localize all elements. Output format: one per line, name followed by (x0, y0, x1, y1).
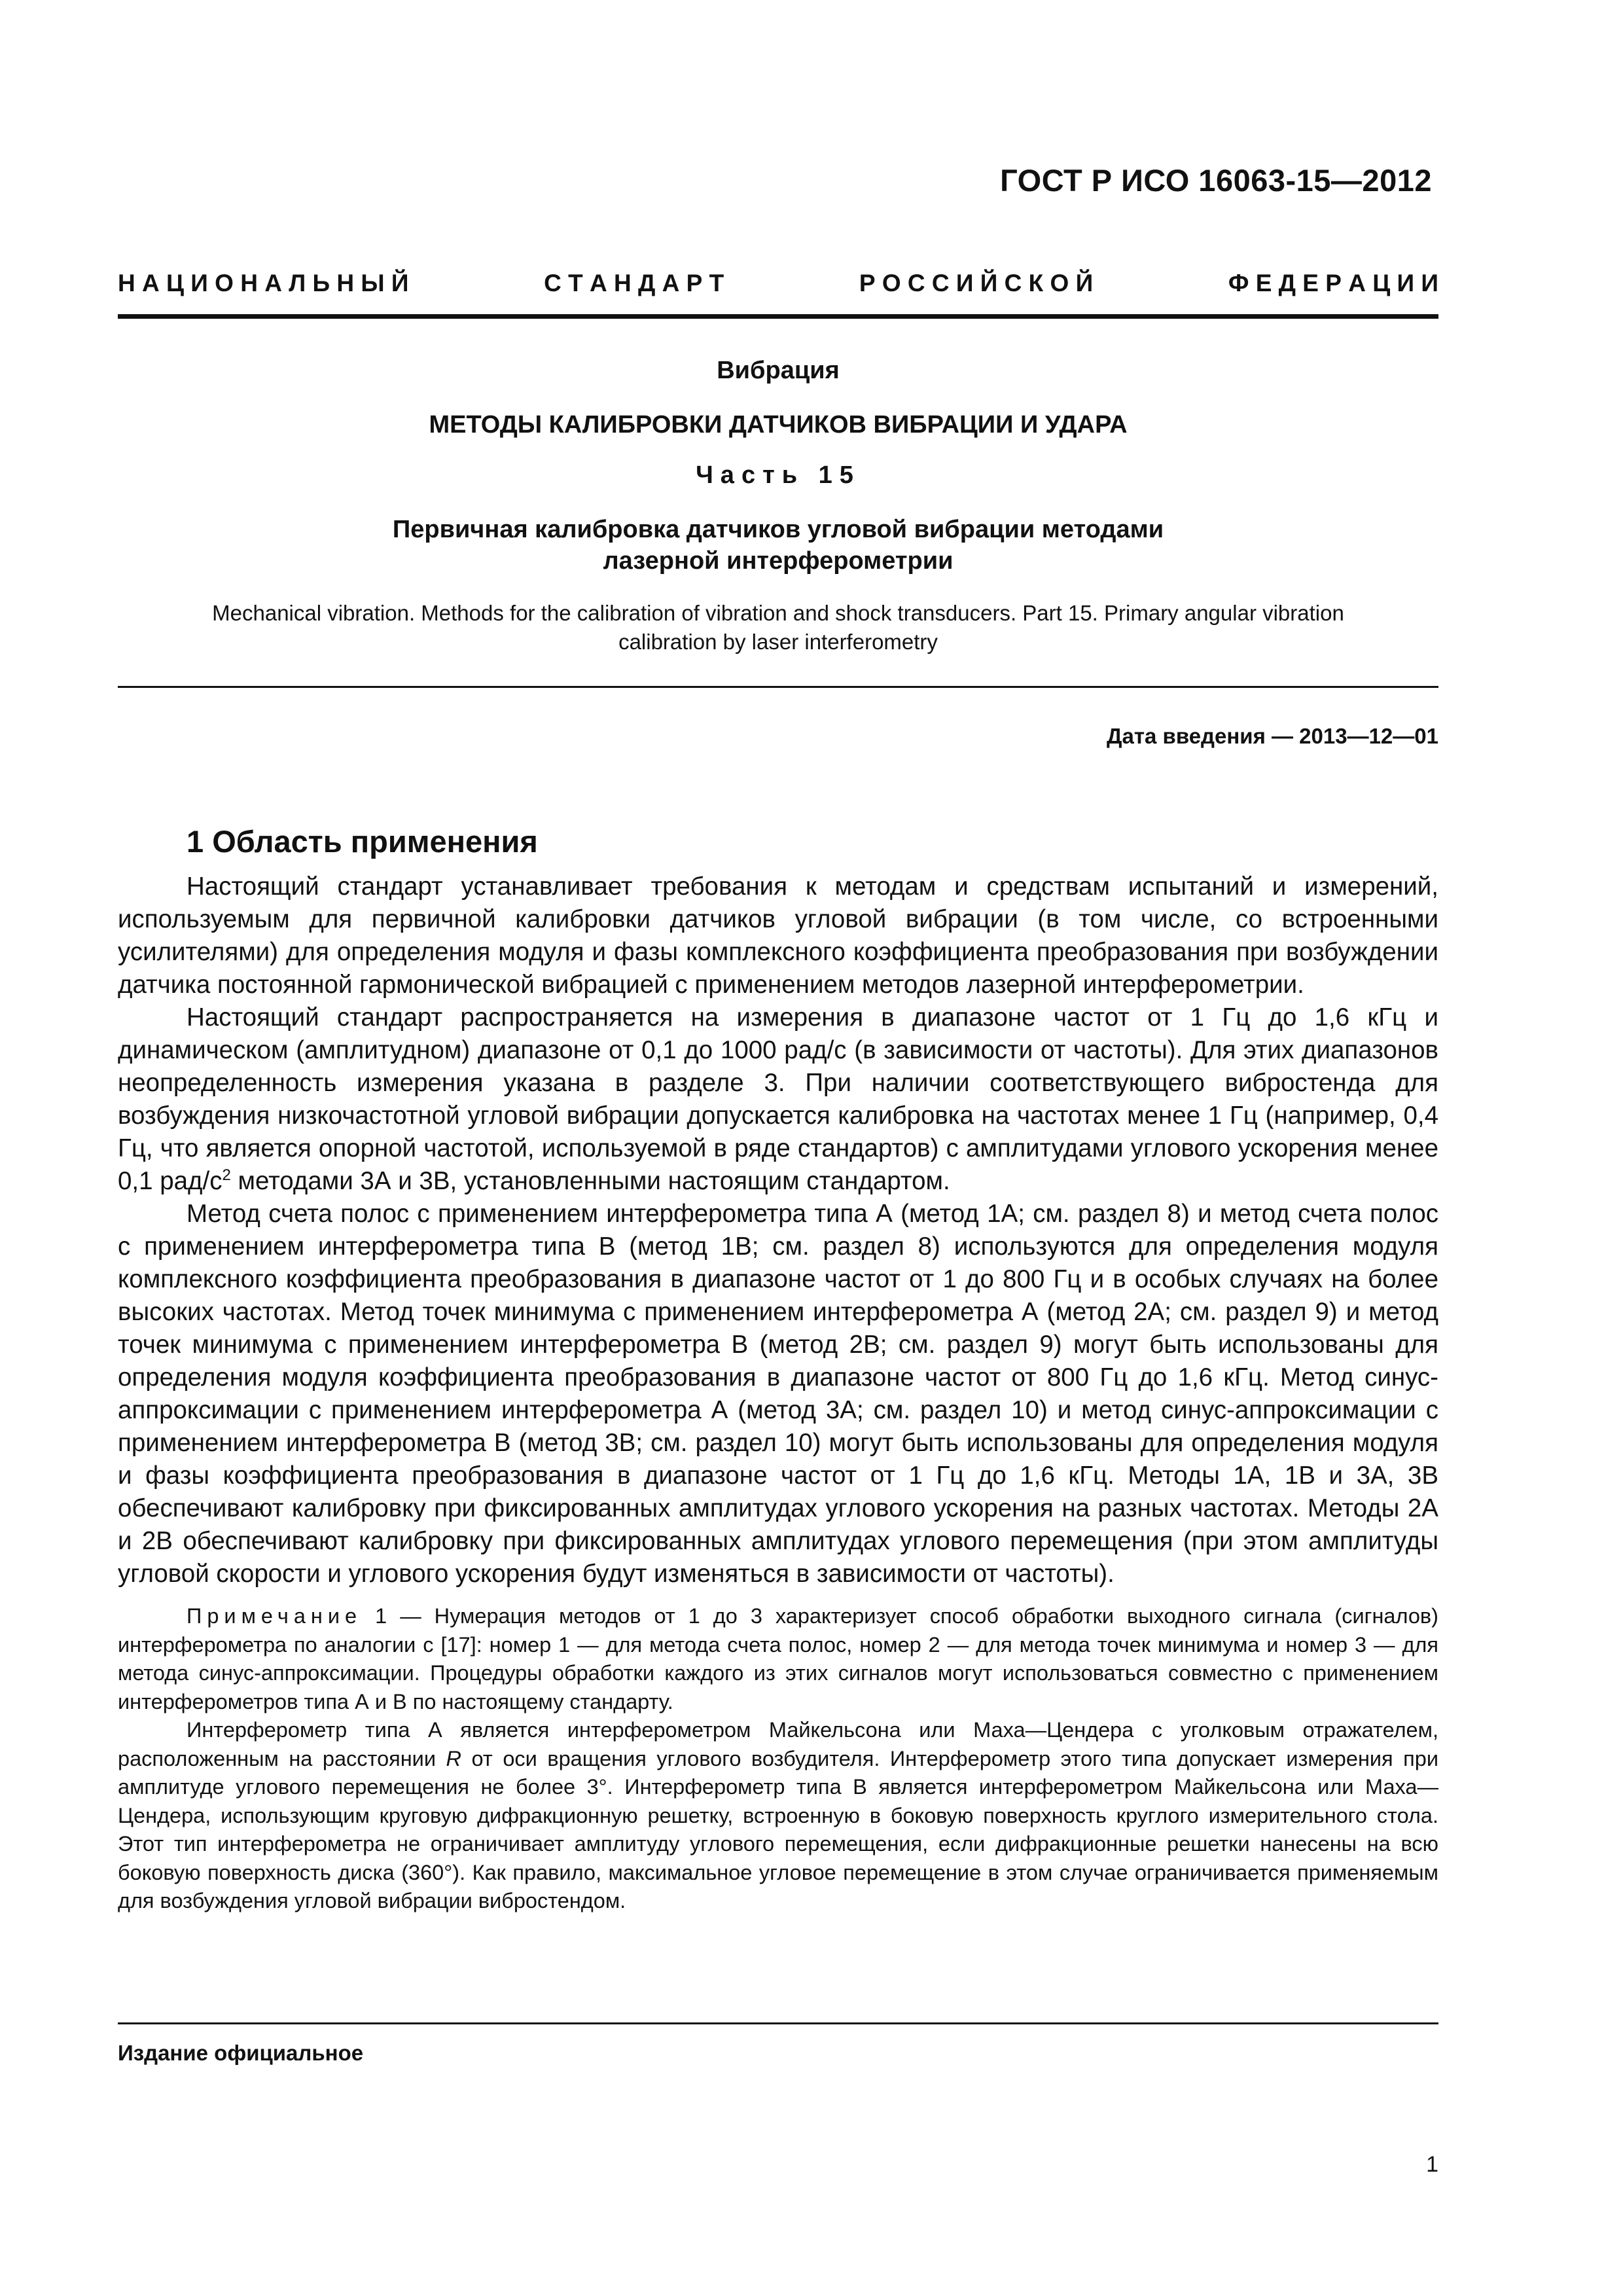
italic-symbol: R (446, 1746, 462, 1770)
english-title-line: Mechanical vibration. Methods for the calibration of vibration and shock transducers. Part 15. Primary angular vibration (212, 601, 1344, 625)
superscript: 2 (222, 1166, 231, 1185)
note-text: от оси вращения углового возбудителя. Интерферометр этого типа допускает измерения при амплитуде углового перемещения не более 3°. Интерферометр типа В является интерферометром Майкельсона или Маха—Цендера, использующим круговую дифракционную решетку, встроенную в боковую поверхность круглого измерительного стола. Этот тип интерферометра не ограничивает амплитуду углового перемещения, если дифракционные решетки нанесены на всю боковую поверхность диска (360°). Как правило, максимальное угловое перемещение в этом случае ограничивается применяемым для возбуждения угловой вибрации вибростендом. (118, 1746, 1438, 1912)
paragraph-text: методами 3А и 3В, установленными настоящим стандартом. (230, 1167, 950, 1195)
banner-word: С Т А Н Д А Р Т (544, 270, 724, 296)
header-divider (118, 314, 1438, 319)
official-edition-label: Издание официальное (118, 2041, 364, 2065)
banner-word: Н А Ц И О Н А Л Ь Н Ы Й (118, 270, 409, 296)
note-text: Интерферометр типа А является интерферометром Майкельсона или Маха—Цендера с уголковым отражателем, расположенным на расстоянии (118, 1718, 1438, 1770)
english-title-line: calibration by laser interferometry (618, 630, 938, 654)
effective-date: Дата введения — 2013—12—01 (1107, 724, 1438, 748)
national-standard-banner (118, 270, 1438, 297)
main-title: МЕТОДЫ КАЛИБРОВКИ ДАТЧИКОВ ВИБРАЦИИ И УДАРА (429, 411, 1128, 439)
footer-divider (118, 2022, 1438, 2024)
note-text: 1 — Нумерация методов от 1 до 3 характеризует способ обработки выходного сигнала (сигналов) интерферометра по аналогии с [17]: номер 1 — для метода счета полос, номер 2 — для метода точек минимума и номер 3 — для метода синус-аппроксимации. Процедуры обработки каждого из этих сигналов могут использоваться совместно с применением интерферометров типа А и В по настоящему стандарту. (118, 1604, 1438, 1713)
page-number: 1 (1426, 2152, 1438, 2177)
topic-title: Вибрация (717, 357, 840, 384)
paragraph (118, 1001, 1438, 1198)
subtitle (118, 514, 1438, 577)
subtitle-line: Первичная калибровка датчиков угловой вибрации методами (392, 516, 1164, 543)
english-title (131, 599, 1425, 656)
subtitle-line: лазерной интерферометрии (603, 547, 954, 575)
note-paragraph (118, 1716, 1438, 1916)
standard-code: ГОСТ Р ИСО 16063-15—2012 (1000, 163, 1432, 198)
note-label: Примечание (187, 1604, 363, 1628)
banner-word: Р О С С И Й С К О Й (859, 270, 1094, 296)
section-body (118, 870, 1438, 1916)
paragraph-text: Настоящий стандарт распространяется на измерения в диапазоне частот от 1 Гц до 1,6 кГц и динамическом (амплитудном) диапазоне от 0,1 до 1000 рад/с (в зависимости от частоты). Для этих диапазонов неопределенность измерения указана в разделе 3. При наличии соответствующего вибростенда для возбуждения низкочастотной угловой вибрации допускается калибровка на частотах менее 1 Гц (например, 0,4 Гц, что является опорной частотой, используемой в ряде стандартов) с амплитудами углового ускорения менее 0,1 рад/с (118, 1003, 1438, 1195)
paragraph: Метод счета полос с применением интерферометра типа А (метод 1А; см. раздел 8) и метод счета полос с применением интерферометра типа В (метод 1В; см. раздел 8) используются для определения модуля комплексного коэффициента преобразования в диапазоне частот от 1 до 800 Гц и в особых случаях на более высоких частотах. Метод точек минимума с применением интерферометра А (метод 2А; см. раздел 9) и метод точек минимума с применением интерферометра В (метод 2В; см. раздел 9) могут быть использованы для определения модуля коэффициента преобразования в диапазоне частот от 800 Гц до 1,6 кГц. Метод синус-аппроксимации с применением интерферометра А (метод 3А; см. раздел 10) и метод синус-аппроксимации с применением интерферометра В (метод 3В; см. раздел 10) могут быть использованы для определения модуля и фазы коэффициента преобразования в диапазоне частот от 1 Гц до 1,6 кГц. Методы 1А, 1В и 3А, 3В обеспечивают калибровку при фиксированных амплитудах углового ускорения на разных частотах. Методы 2А и 2В обеспечивают калибровку при фиксированных амплитудах углового перемещения (при этом амплитуды угловой скорости и углового ускорения будут изменяться в зависимости от частоты). (118, 1200, 1438, 1588)
paragraph: Настоящий стандарт устанавливает требования к методам и средствам испытаний и измерений, используемым для первичной калибровки датчиков угловой вибрации (в том числе, со встроенными усилителями) для определения модуля и фазы комплексного коэффициента преобразования при возбуждении датчика постоянной гармонической вибрацией с применением методов лазерной интерферометрии. (118, 872, 1438, 999)
section-heading: 1 Область применения (187, 824, 538, 859)
part-title: Часть 15 (696, 461, 861, 489)
title-divider (118, 686, 1438, 688)
banner-word: Ф Е Д Е Р А Ц И И (1228, 270, 1438, 296)
note (118, 1602, 1438, 1716)
